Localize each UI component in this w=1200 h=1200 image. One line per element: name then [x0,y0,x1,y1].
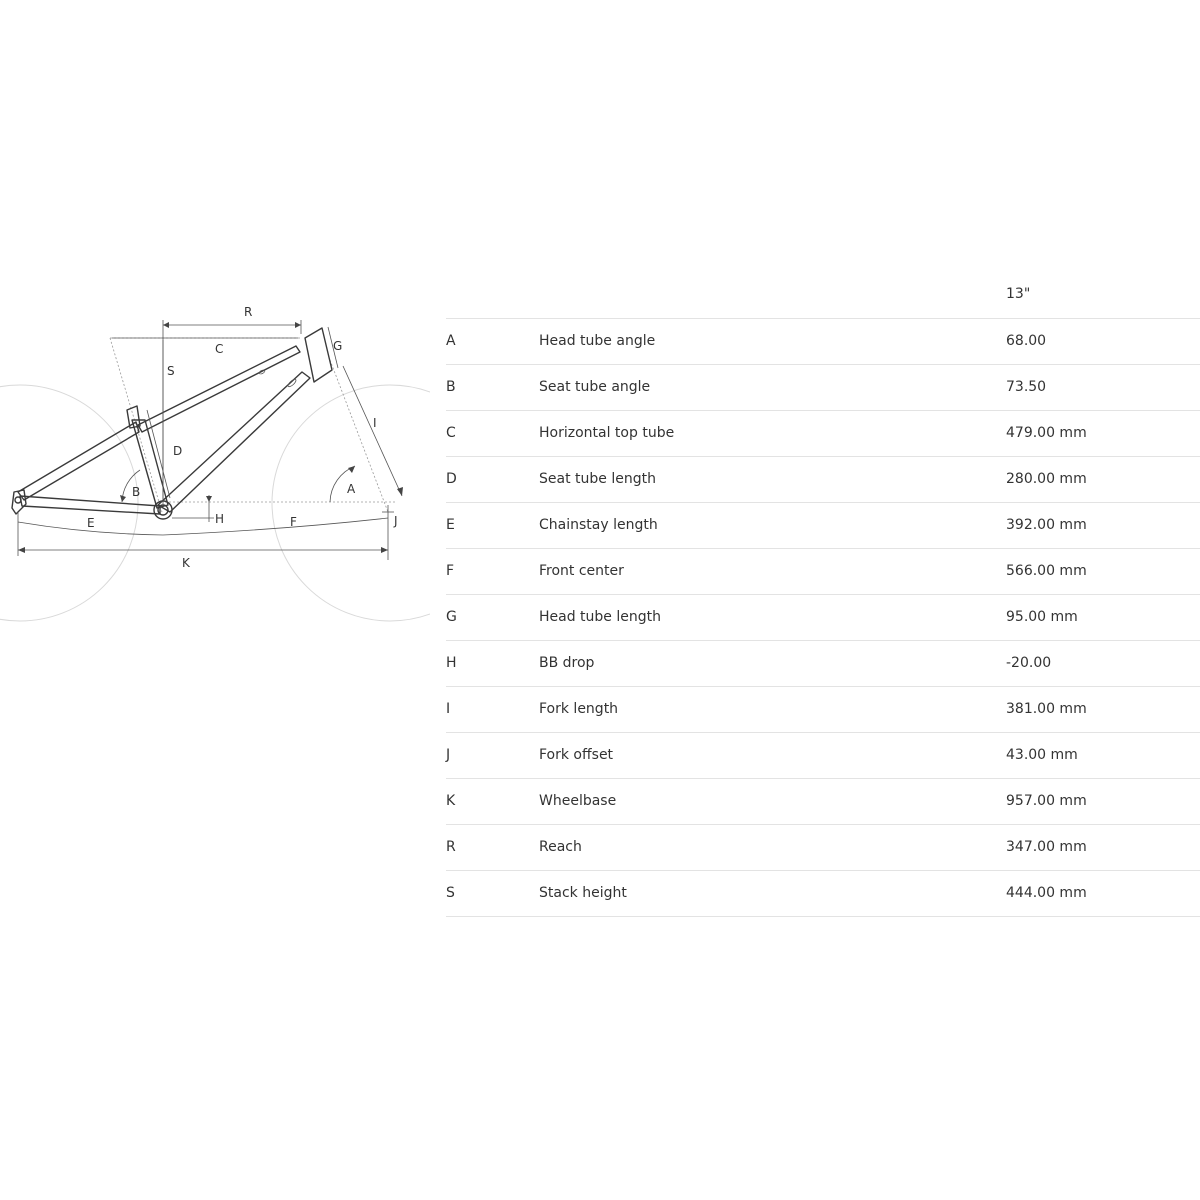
row-label: Reach [539,839,582,855]
label-d: D [173,444,183,458]
bb-drop-arrow [206,496,212,502]
label-i: I [373,416,377,430]
label-r: R [244,305,253,319]
table-row [446,871,1200,917]
label-k: K [182,556,190,570]
row-value: 479.00 mm [1006,425,1087,441]
head-angle-arrow [348,466,355,473]
table-row [446,365,1200,411]
row-label: Front center [539,563,624,579]
row-key: J [446,747,451,763]
row-value: -20.00 [1006,655,1052,671]
table-row [446,687,1200,733]
table-row [446,503,1200,549]
reach-arrow-left [163,322,169,328]
wheelbase-arrow-left [18,547,25,553]
row-label: Fork offset [539,747,614,763]
row-label: Fork length [539,701,619,717]
table-row [446,457,1200,503]
row-label: BB drop [539,655,595,671]
row-label: Horizontal top tube [539,425,675,441]
label-s: S [167,364,175,378]
table-row [446,733,1200,779]
row-value: 381.00 mm [1006,701,1087,717]
table-row [446,549,1200,595]
row-key: C [446,425,456,441]
front-wheel [272,385,430,621]
row-key: A [446,333,456,349]
row-key: I [446,701,451,717]
row-value: 566.00 mm [1006,563,1087,579]
label-c: C [215,342,224,356]
row-value: 68.00 [1006,333,1047,349]
down-tube [158,372,310,512]
seat-angle-arrow [120,495,126,502]
label-j: J [394,514,398,528]
size-header: 13" [1006,286,1031,302]
seat-stay [18,422,139,500]
head-tube [305,328,332,382]
row-value: 73.50 [1006,379,1047,395]
top-tube [138,346,300,432]
row-key: K [446,793,456,809]
row-label: Stack height [539,885,627,901]
fork-length-arrow [397,487,403,496]
table-header-row [446,272,1200,319]
wheelbase-arrow-right [381,547,388,553]
row-label: Head tube length [539,609,661,625]
row-value: 95.00 mm [1006,609,1078,625]
cable-guide-down [287,378,297,388]
row-key: S [446,885,455,901]
row-key: B [446,379,456,395]
bike-frame [12,328,332,519]
row-value: 43.00 mm [1006,747,1078,763]
row-key: G [446,609,457,625]
row-label: Wheelbase [539,793,617,809]
row-label: Chainstay length [539,517,658,533]
label-e: E [87,516,95,530]
steering-axis-guide [330,360,388,512]
row-value: 444.00 mm [1006,885,1087,901]
table-row [446,411,1200,457]
row-label: Seat tube length [539,471,656,487]
row-value: 280.00 mm [1006,471,1087,487]
row-key: F [446,563,455,579]
table-row [446,319,1200,365]
table-row [446,641,1200,687]
geometry-diagram [0,280,430,640]
row-key: D [446,471,457,487]
geometry-table [446,272,1200,917]
label-b: B [132,485,141,499]
table-row [446,595,1200,641]
row-label: Head tube angle [539,333,656,349]
row-value: 392.00 mm [1006,517,1087,533]
label-a: A [347,482,356,496]
row-label: Seat tube angle [539,379,651,395]
label-f: F [290,515,297,529]
table-row [446,825,1200,871]
row-key: R [446,839,456,855]
row-value: 957.00 mm [1006,793,1087,809]
row-key: H [446,655,457,671]
reach-arrow-right [295,322,301,328]
label-h: H [215,512,225,526]
row-value: 347.00 mm [1006,839,1087,855]
row-key: E [446,517,455,533]
label-g: G [333,339,343,353]
table-row [446,779,1200,825]
